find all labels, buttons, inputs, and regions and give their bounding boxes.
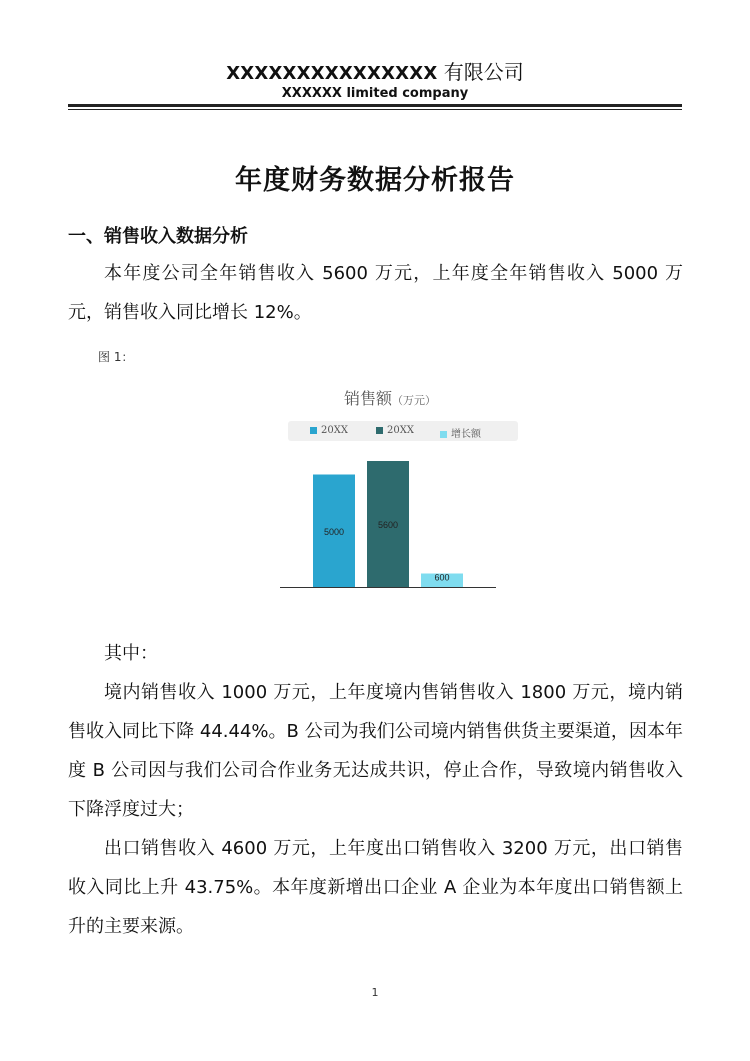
bar-label-1: 5000 <box>323 526 345 537</box>
figure-caption: 图 1： <box>98 350 134 364</box>
header-rule-thick <box>68 104 682 107</box>
bar-label-2: 5600 <box>377 520 399 530</box>
chart-title <box>280 386 500 409</box>
document-title: 年度财务数据分析报告 <box>235 165 515 196</box>
company-name-latin: XXXXXXXXXXXXXXX <box>226 63 438 84</box>
legend-swatch-2 <box>376 427 383 434</box>
legend-item-3 <box>440 425 481 440</box>
chart-title-unit: （万元） <box>392 394 436 407</box>
legend-label-2: 20XX <box>387 425 414 436</box>
company-name <box>0 56 750 85</box>
bar-label-3: 600 <box>434 572 450 583</box>
page-number: 1 <box>371 986 379 999</box>
sales-bar-chart <box>270 440 510 590</box>
chart-legend <box>288 421 518 441</box>
legend-label-1: 20XX <box>321 425 348 436</box>
paragraph-among: 其中： <box>104 643 158 664</box>
legend-label-3: 增长额 <box>451 429 481 440</box>
section-heading-sales: 一、销售收入数据分析 <box>68 226 248 247</box>
company-name-english: XXXXXX limited company <box>281 86 469 101</box>
legend-swatch-3 <box>440 431 447 438</box>
header-rule-thin <box>68 109 682 110</box>
company-name-cn: 有限公司 <box>443 60 524 84</box>
paragraph-domestic-sales: 境内销售收入 1000 万元，上年度境内售销售收入 1800 万元，境内销售收入同比下降 44.44%。B 公司为我们公司境内销售供货主要渠道，因本年度 B 公司因与我们公司合作业务无达成共识，停止合作，导致境内销售收入下降浮度过大； <box>68 682 683 820</box>
paragraph-export-sales: 出口销售收入 4600 万元，上年度出口销售收入 3200 万元，出口销售收入同比上升 43.75%。本年度新增出口企业 A 企业为本年度出口销售额上升的主要来源。 <box>68 838 683 937</box>
paragraph-sales-summary: 本年度公司全年销售收入 5600 万元，上年度全年销售收入 5000 万元，销售收入同比增长 12%。 <box>68 263 683 323</box>
legend-item-1 <box>310 425 348 436</box>
legend-item-2 <box>376 425 414 436</box>
chart-title-text: 销售额 <box>343 389 392 408</box>
legend-swatch-1 <box>310 427 317 434</box>
